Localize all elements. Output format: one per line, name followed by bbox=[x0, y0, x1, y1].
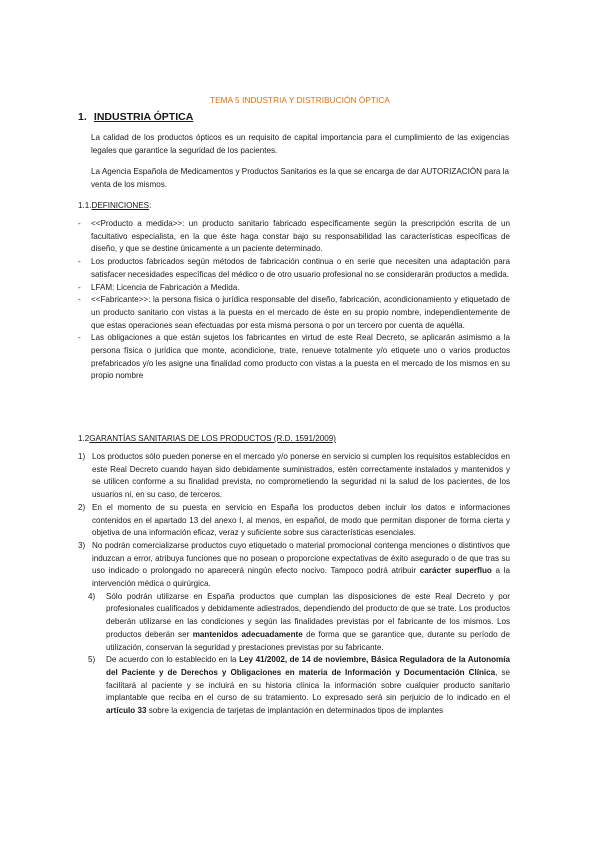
list-item-bold: carácter superfluo bbox=[419, 566, 492, 576]
list-dash: - bbox=[78, 333, 81, 343]
list-item bbox=[78, 451, 510, 502]
list-item-text: a la intervención médica o quirúrgica. bbox=[92, 566, 510, 589]
list-item-bold: mantenidos adecuadamente bbox=[192, 629, 303, 639]
definition-text: la persona física o jurídica responsable del diseño, fabricación, acondicionamiento y etiquetado de un producto sanitario con vistas a la puesta en el mercado de éste en su propio nombre, independientemente de que estas operaciones sean efectuadas por esta misma persona o por un tercero por cuenta de aquélla. bbox=[91, 295, 510, 330]
paragraph-agency: La Agencia Española de Medicamentos y Productos Sanitarios es la que se encarga de dar AUTORIZACIÓN para la venta de los mismos. bbox=[91, 167, 509, 190]
list-dash: - bbox=[78, 257, 81, 267]
list-item-text: de forma que se garantice que, durante su período de utilización, conservan la seguridad y prestaciones previstas por su fabricante. bbox=[106, 629, 510, 652]
section-number: 1. bbox=[78, 111, 87, 123]
list-item bbox=[78, 591, 510, 655]
list-number: 4) bbox=[88, 591, 96, 601]
list-dash: - bbox=[78, 282, 81, 292]
list-item-text: En el momento de su puesta en servicio en España los productos deben incluir los datos e informaciones contenidos en el apartado 13 del anexo I, al menos, en español, de modo que permitan disponer de forma cierta y objetiva de una información eficaz, veraz y suficiente sobre sus características esenciales. bbox=[92, 502, 510, 538]
list-dash: - bbox=[78, 295, 81, 305]
definition-text: Los productos fabricados según métodos de fabricación continua o en serie que necesiten una adaptación para satisfacer necesidades específicas del médico o de otro usuario profesional no se considerarán productos a medida. bbox=[91, 257, 510, 279]
subsection-colon: : bbox=[149, 201, 152, 210]
list-item bbox=[78, 540, 510, 591]
list-item-text: Sólo podrán utilizarse en España productos que cumplan las disposiciones de este Real Decreto y por profesionales cualificados y debidamente adiestrados, dependiendo del producto de que se trate. Los productos deberán utilizarse en las condiciones y según las finalidades previstas por el fabricante de los mismos. Los productos deberán ser bbox=[106, 591, 510, 639]
law-reference: Ley 41/2002, de 14 de noviembre, Básica Reguladora de la Autonomía del Paciente y de Derechos y Obligaciones en materia de Información y Documentación Clínica bbox=[106, 655, 510, 677]
list-item bbox=[78, 256, 510, 281]
definition-text: un producto sanitario fabricado específicamente según la prescripción escrita de un facultativo especialista, en la que éste haga constar bajo su responsabilidad las características específicas de diseño, y que se destine únicamente a un paciente determinado. bbox=[91, 219, 510, 254]
list-item bbox=[78, 502, 510, 540]
definition-term: <<Producto a medida>>: bbox=[91, 219, 185, 228]
subsection-title: GARANTÍAS SANITARIAS DE LOS PRODUCTOS (R.D. 1591/2009) bbox=[89, 434, 336, 443]
list-number: 1) bbox=[78, 452, 86, 461]
definition-term: <<Fabricante>>: bbox=[91, 295, 151, 305]
list-number: 5) bbox=[88, 655, 96, 665]
document-title: TEMA 5 INDUSTRIA Y DISTRIBUCIÓN ÓPTICA bbox=[209, 96, 390, 105]
subsection-number: 1.2 bbox=[78, 434, 90, 443]
section-heading bbox=[78, 111, 193, 123]
definitions-list bbox=[78, 218, 510, 383]
list-item bbox=[78, 332, 510, 383]
list-item bbox=[78, 282, 510, 295]
list-item bbox=[78, 218, 510, 256]
list-item bbox=[78, 294, 510, 332]
list-number: 2) bbox=[78, 502, 86, 512]
list-item-text: sobre la exigencia de tarjetas de implantación en determinados tipos de implantes bbox=[146, 706, 443, 716]
section-title: INDUSTRIA ÓPTICA bbox=[93, 111, 194, 123]
list-item bbox=[78, 654, 510, 718]
article-reference: artículo 33 bbox=[106, 706, 147, 716]
guarantees-list bbox=[78, 451, 510, 718]
subsection-heading-guarantees bbox=[78, 433, 336, 445]
subsection-heading-definitions bbox=[78, 200, 151, 212]
subsection-title: DEFINICIONES bbox=[91, 201, 150, 210]
paragraph-quality: La calidad de los productos ópticos es un requisito de capital importancia para el cumplimiento de las exigencias legales que garantice la seguridad de los pacientes. bbox=[91, 133, 509, 156]
definition-text: LFAM: Licencia de Fabricación a Medida. bbox=[91, 282, 240, 292]
list-item-text: , se facilitará al paciente y se incluirá en su historia clínica la información sobre cualquier producto sanitario implantable que reciba en el curso de su tratamiento. Lo expresado será sin perjuicio de lo indicado en el bbox=[106, 667, 510, 703]
list-item-text: Los productos sólo pueden ponerse en el mercado y/o ponerse en servicio si cumplen los requisitos establecidos en este Real Decreto cuando hayan sido debidamente suministrados, estén correctamente instalados y mantenidos y se utilicen conforme a su finalidad prevista, no comprometiendo la seguridad ni la salud de los pacientes, de los usuarios ni, en su caso, de terceros. bbox=[92, 452, 510, 500]
definition-text: Las obligaciones a que están sujetos los fabricantes en virtud de este Real Decreto, se aplicarán asimismo a la persona física o jurídica que monte, acondicione, trate, renueve totalmente y/o etiquete uno o varios productos prefabricados y/o les asigne una finalidad como producto con vistas a la puesta en el mercado de los mismos en su propio nombre bbox=[91, 333, 510, 381]
subsection-number: 1.1. bbox=[78, 201, 92, 210]
list-number: 3) bbox=[78, 540, 86, 550]
list-item-text: No podrán comercializarse productos cuyo etiquetado o material promocional contenga menciones o distintivos que induzcan a error, atribuya funciones que no posean o proporcione expectativas de éxito asegurado o de que tras su uso indicado o prolongado no aparecerá ningún efecto nocivo. Tampoco podrá atribuir bbox=[92, 540, 510, 576]
list-item-text: De acuerdo con lo establecido en la bbox=[106, 655, 240, 665]
list-dash: - bbox=[78, 219, 81, 228]
